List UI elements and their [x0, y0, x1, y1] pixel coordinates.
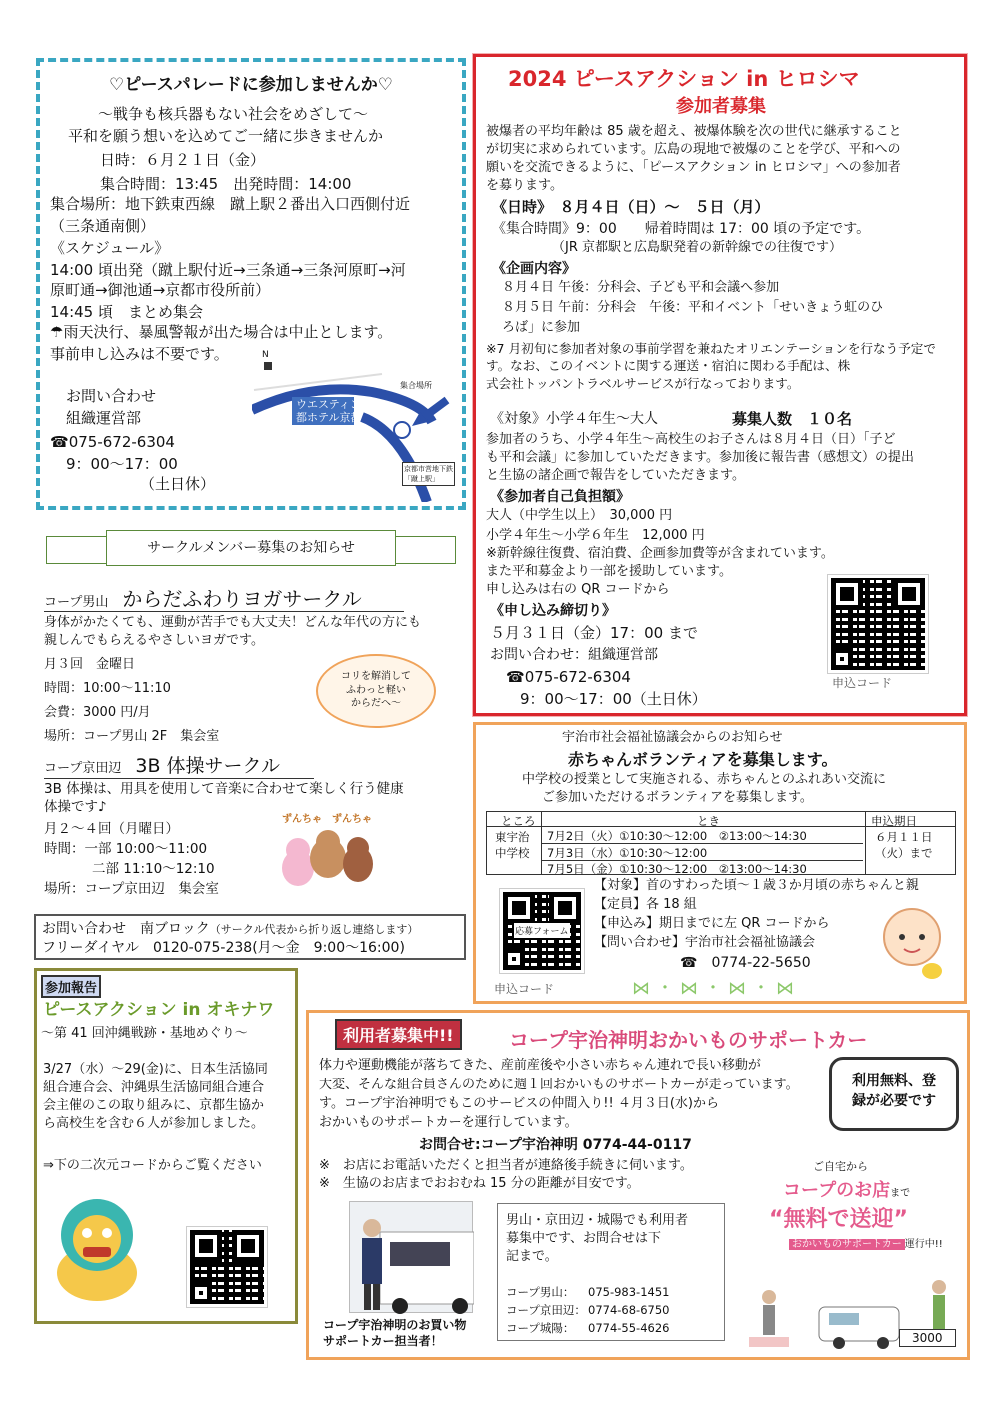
hiroshima-target: 《対象》小学４年生〜大人 [490, 411, 658, 427]
circle-banner-text: サークルメンバー募集のお知らせ [147, 540, 355, 556]
hiroshima-plan: ８月４日 午後：分科会、子ども平和会議へ参加 [502, 280, 780, 295]
taiso-line: 二部 11:10〜12:10 [92, 861, 215, 877]
hiroshima-fee: また平和募金より一部を援助しています。 [486, 564, 732, 579]
map-hotel-label: ウエスティン 都ホテル京都 [296, 398, 362, 425]
baby-detail: 【定員】各 18 組 [594, 897, 697, 912]
okinawa-body: 組合連合会、沖縄県生活協同組合連合 [43, 1080, 265, 1095]
parade-hours-note: （土日休） [140, 475, 216, 493]
baby-detail: 【問い合わせ】宇治市社会福祉協議会 [594, 935, 816, 950]
hiroshima-qr-label: 申込コード [832, 676, 893, 690]
hiroshima-section [473, 54, 967, 716]
ribbon-icon: ⋈・⋈・⋈・⋈ [632, 978, 800, 999]
table-cell-deadline: ６月１１日 （火）まで [875, 830, 933, 860]
okinawa-section [34, 968, 298, 1324]
hiroshima-intro: が切実に求められています。広島の現地で被爆のことを学び、平和への [486, 142, 901, 157]
station-marker [394, 422, 410, 438]
parade-rain-note: ☂雨天決行、暴風警報が出た場合は中止とします。 [50, 323, 393, 341]
yoga-bubble-text: コリを解消して ふわっと軽い からだへ〜 [341, 671, 411, 709]
zunzun-text: ずんちゃ ずんちゃ [282, 814, 372, 825]
table-divider [541, 843, 863, 844]
yoga-line: 会費：3000 円/月 [44, 705, 151, 720]
hiroshima-target-note: 参加者のうち、小学４年生〜高校生のお子さんは８月４日（日）「子ど [486, 432, 896, 447]
hiroshima-fee: 小学４年生〜小学６年生 12,000 円 [486, 528, 705, 543]
hiroshima-fee: 大人（中学生以上） 30,000 円 [486, 508, 673, 523]
hiroshima-deadline-head: 《申し込み締切り》 [490, 603, 616, 619]
map-station-label: 京都市営地下鉄 「蹴上駅」 [402, 462, 455, 486]
baby-lead: ご参加いただけるボランティアを募集します。 [542, 790, 813, 805]
support-car-body: おかいものサポートカーを運行しています。 [319, 1115, 578, 1130]
okinawa-tag: 参加報告 [41, 975, 101, 998]
parade-schedule-head: 《スケジュール》 [50, 239, 170, 257]
phone-icon: ☎ [680, 955, 698, 971]
support-car-body: 体力や運動機能が落ちてきた、産前産後や小さい赤ちゃん連れで長い移動が [319, 1058, 761, 1073]
baby-illustration [876, 903, 948, 983]
yoga-heading [44, 588, 404, 612]
yoga-line: 身体がかたくても、運動が苦手でも大丈夫！どんな年代の方にも [44, 615, 422, 630]
okinawa-qr-code[interactable] [187, 1227, 267, 1307]
hiroshima-plan: ろば」に参加 [502, 320, 581, 335]
poster-sub: おかいものサポートカー 運行中!! [789, 1239, 965, 1251]
baby-detail: 【申込み】期日までに左 QR コードから [594, 916, 830, 931]
table-header-time: とき [697, 814, 720, 828]
hiroshima-subtitle: 参加者募集 [676, 96, 766, 117]
yoga-line: 時間：10:00〜11:10 [44, 681, 171, 696]
parade-place: 集合場所：地下鉄東西線 蹴上駅２番出入口西側付近 [50, 195, 411, 213]
peace-parade-title: ♡ピースパレードに参加しませんか♡ [109, 75, 393, 95]
hiroshima-phone: ☎075-672-6304 [506, 668, 631, 686]
circle-contact-label: お問い合わせ 南ブロック [42, 921, 210, 937]
table-row: 7月3日（水）①10:30〜12:00 [547, 846, 708, 860]
table-header-deadline: 申込期日 [871, 814, 917, 828]
baby-volunteer-section [473, 722, 967, 1004]
okinawa-body: ら高校生を含む６人が参加しました。 [43, 1116, 265, 1131]
hiroshima-target-note: と生協の諸企画で報告をしていただきます。 [486, 468, 745, 483]
yoga-line: 親しんでもらえるやさしいヨガです。 [44, 633, 264, 648]
hiroshima-date: 《日時》 ８月４日（日）〜 ５日（月） [492, 198, 770, 216]
circle-section [36, 524, 466, 964]
okinawa-subtitle: 〜第 41 回沖縄戦跡・基地めぐり〜 [41, 1026, 248, 1041]
hiroshima-title: 2024 ピースアクション in ヒロシマ [508, 67, 860, 91]
page-number: 3000 [899, 1329, 956, 1347]
parade-phone: ☎075-672-6304 [50, 433, 175, 451]
store-row: コープ京田辺： 0774-68-6750 [506, 1303, 670, 1317]
peace-parade-section [36, 58, 466, 510]
other-stores-box [497, 1203, 725, 1341]
free-badge [829, 1057, 959, 1131]
hiroshima-plan-note: ※7 月初旬に参加者対象の事前学習を兼ねたオリエンテーションを行なう予定です。なお、このイベントに関する運送・宿泊に関わる手配は、株 [486, 341, 936, 373]
circle-contact-box [34, 914, 466, 960]
other-stores-text: 募集中です、お問合せは下 [506, 1231, 661, 1246]
hiroshima-plan-head: 《企画内容》 [492, 261, 576, 277]
circle-banner [106, 530, 396, 566]
okinawa-qr-note: ⇒下の二次元コードからご覧ください [43, 1158, 262, 1173]
parade-schedule: 14:00 頃出発（蹴上駅付近→三条通→三条河原町→河 [50, 261, 406, 279]
baby-qr-label: 申込コード [494, 982, 555, 996]
circle-banner-ribbon-left [46, 536, 106, 564]
animals-illustration [276, 828, 376, 898]
baby-phone: ☎ 0774-22-5650 [680, 955, 811, 971]
umbrella-icon: ☂ [50, 323, 64, 341]
dancing-animals-icon [276, 828, 376, 898]
parade-contact: お問い合わせ [66, 387, 157, 405]
okinawa-body: 会主催のこの取り組みに、京都生協か [43, 1098, 265, 1113]
baby-lead: 中学校の授業として実施される、赤ちゃんとのふれあい交流に [522, 772, 887, 787]
taiso-line: 場所：コープ京田辺 集会室 [44, 881, 219, 897]
yoga-line: 場所：コープ男山 2F 集会室 [44, 729, 220, 744]
support-car-contact: お問合せ:コープ宇治神明 0774-44-0117 [419, 1137, 692, 1153]
circle-freedial: フリーダイヤル 0120-075-238(月〜金 9:00〜16:00) [42, 940, 405, 956]
hiroshima-gather-note: （JR 京都駅と広島駅発着の新幹線での往復です） [552, 240, 842, 255]
hiroshima-contact: お問い合わせ：組織運営部 [490, 647, 658, 663]
hiroshima-fee: 申し込みは右の QR コードから [486, 582, 670, 597]
heart-icon: ♡ [109, 75, 125, 95]
parade-schedule: 原町通→御池通→京都市役所前） [50, 281, 271, 299]
baby-title: 赤ちゃんボランティアを募集します。 [568, 750, 838, 769]
taiso-line: 月２〜４回（月曜日） [44, 821, 179, 837]
map-north-label: N [262, 350, 269, 360]
taiso-line: 時間：一部 10:00〜11:00 [44, 841, 208, 857]
heart-icon: ♡ [377, 75, 393, 95]
phone-icon: ☎ [50, 433, 69, 451]
baby-from: 宇治市社会福祉協議会からのお知らせ [562, 730, 783, 745]
okinawa-title: ピースアクション in オキナワ [43, 1000, 275, 1020]
hiroshima-target-note: も平和会議」に参加していただきます。参加後に報告書（感想文）の提出 [486, 450, 914, 465]
yoga-bubble [316, 654, 436, 728]
table-header-place: ところ [501, 814, 536, 828]
support-car-tag: 利用者募集中!! [335, 1019, 462, 1050]
table-cell-place: 東宇治 中学校 [495, 830, 530, 860]
support-car-body: す。コープ宇治神明でもこのサービスの仲間入り!! ４月３日(水)から [319, 1096, 720, 1111]
circle-contact-note: （サークル代表から折り返し連絡します） [209, 923, 419, 936]
route-map [252, 350, 460, 502]
parade-schedule: 14:45 頃 まとめ集会 [50, 303, 203, 321]
hiroshima-qr-code[interactable] [828, 575, 928, 673]
parade-date: 日時：６月２１日（金） [100, 151, 266, 169]
support-car-note: ※ 生協のお店までおおむね 15 分の距離が目安です。 [319, 1176, 640, 1191]
circle-contact [42, 921, 464, 937]
taiso-name: 3B 体操サークル [135, 755, 280, 777]
hiroshima-plan-note: 式会社トッパントラベルサービスが行なっております。 [486, 376, 800, 391]
hiroshima-capacity: 募集人数 １０名 [732, 410, 853, 428]
support-car-title: コープ宇治神明おかいものサポートカー [509, 1028, 868, 1052]
parade-line: 平和を願う想いを込めてご一緒に歩きませんか [68, 127, 384, 145]
yoga-store: コープ男山 [44, 595, 109, 610]
okinawa-body: 3/27（水）〜29(金)に、日本生活協同 [43, 1062, 268, 1077]
table-row: 7月5日（金）①10:30〜12:00 ②13:00〜14:30 [547, 862, 807, 876]
table-divider [487, 826, 955, 827]
poster-mid: コープのお店まで [783, 1180, 911, 1201]
hiroshima-deadline: ５月３１日（金）17：00 まで [490, 624, 698, 642]
taiso-line: 3B 体操は、用具を使用して音楽に合わせて楽しく行う健康 [44, 781, 404, 797]
hiroshima-gather: 《集合時間》9：00 帰着時間は 17：00 頃の予定です。 [492, 221, 871, 237]
taiso-store: コープ京田辺 [44, 761, 122, 776]
shisa-illustration [47, 1193, 147, 1303]
staff-photo [349, 1201, 473, 1313]
parade-place-note: （三条通南側） [50, 217, 156, 235]
car-photo-icon [350, 1202, 474, 1314]
other-stores-text: 男山・京田辺・城陽でも利用者 [506, 1213, 689, 1228]
shisa-lion-icon [47, 1193, 147, 1303]
photo-caption: コープ宇治神明のお買い物 サポートカー担当者！ [323, 1318, 467, 1349]
support-car-body: 大変、そんな組合員さんのために週１回おかいものサポートカーが走っています。 [319, 1078, 799, 1092]
support-car-note: ※ お店にお電話いただくと担当者が連絡後手続きに伺います。 [319, 1158, 693, 1173]
other-stores-text: 記まで。 [506, 1249, 558, 1264]
parade-hours: 9：00〜17：00 [66, 455, 178, 473]
hiroshima-intro: を募ります。 [486, 178, 563, 193]
poster-top: ご自宅から [813, 1160, 868, 1173]
phone-icon: ☎ [506, 668, 525, 686]
hiroshima-plan: ８月５日 午前：分科会 午後：平和イベント「せいきょう虹のひ [502, 300, 884, 315]
taiso-heading [44, 756, 314, 779]
yoga-name: からだふわりヨガサークル [122, 587, 362, 611]
hiroshima-fee: ※新幹線往復費、宿泊費、企画参加費等が含まれています。 [486, 546, 834, 561]
baby-schedule-table [486, 811, 956, 875]
parade-line: 〜戦争も核兵器もない社会をめざして〜 [98, 105, 369, 123]
store-row: コープ男山： 075-983-1451 [506, 1285, 670, 1299]
parade-no-apply: 事前申し込みは不要です。 [50, 345, 229, 363]
hiroshima-hours: 9：00〜17：00（土日休） [520, 690, 707, 708]
baby-face-icon [876, 903, 948, 983]
circle-banner-ribbon-right [396, 536, 456, 564]
poster-free: “無料で送迎” [769, 1207, 908, 1232]
support-car-poster [739, 1153, 965, 1353]
baby-qr-text: 応募フォーム [514, 923, 570, 938]
hiroshima-intro: 願いを交流できるように、「ピースアクション in ヒロシマ」への参加者 [486, 160, 901, 175]
yoga-line: 月３回 金曜日 [44, 657, 136, 672]
free-badge-text: 利用無料、登 録が必要です [852, 1073, 936, 1109]
table-row: 7月2日（火）①10:30〜12:00 ②13:00〜14:30 [547, 829, 807, 843]
map-gather-label: 集合場所 [400, 381, 432, 390]
hiroshima-fee-head: 《参加者自己負担額》 [490, 489, 630, 505]
baby-detail: 【対象】首のすわった頃〜１歳３か月頃の赤ちゃんと親 [594, 878, 919, 893]
parade-contact: 組織運営部 [66, 409, 142, 427]
store-row: コープ城陽： 0774-55-4626 [506, 1321, 670, 1335]
table-divider [865, 812, 866, 874]
taiso-line: 体操です♪ [44, 799, 107, 815]
support-car-section [306, 1010, 970, 1360]
hiroshima-intro: 被爆者の平均年齢は 85 歳を超え、被爆体験を次の世代に継承すること [486, 124, 902, 139]
parade-time: 集合時間：13:45 出発時間：14:00 [100, 175, 352, 193]
